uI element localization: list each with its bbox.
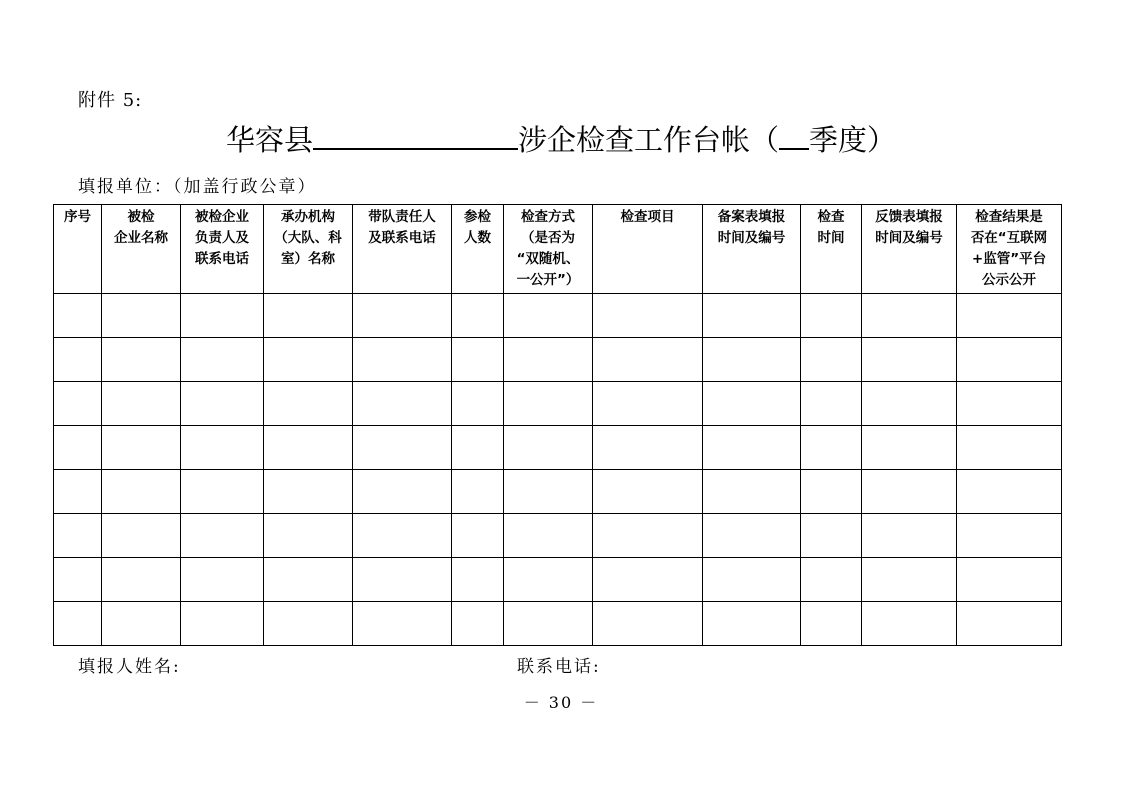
table-cell[interactable] xyxy=(504,426,593,470)
header-cell xyxy=(181,205,264,294)
header-inspection-items: 检查项目 xyxy=(620,209,675,225)
table-cell[interactable] xyxy=(504,338,593,382)
header-cell xyxy=(353,205,452,294)
table-cell[interactable] xyxy=(957,382,1062,426)
table-cell[interactable] xyxy=(181,514,264,558)
title-middle: 涉企检查工作台帐（ xyxy=(517,123,779,157)
table-cell[interactable] xyxy=(504,470,593,514)
table-cell[interactable] xyxy=(181,338,264,382)
table-cell[interactable] xyxy=(264,558,353,602)
table-cell[interactable] xyxy=(801,382,862,426)
table-cell[interactable] xyxy=(264,382,353,426)
table-cell[interactable] xyxy=(862,470,957,514)
table-cell[interactable] xyxy=(703,382,801,426)
title-prefix: 华容县 xyxy=(225,123,313,157)
table-cell[interactable] xyxy=(54,294,102,338)
table-cell[interactable] xyxy=(452,338,504,382)
table-cell[interactable] xyxy=(801,602,862,646)
table-cell[interactable] xyxy=(801,558,862,602)
quarter-blank-line xyxy=(779,120,809,150)
table-cell[interactable] xyxy=(181,558,264,602)
table-cell[interactable] xyxy=(452,426,504,470)
document-title xyxy=(0,118,1122,159)
fill-unit-label: 填报单位：（加盖行政公章） xyxy=(78,177,317,197)
table-cell[interactable] xyxy=(181,382,264,426)
table-cell[interactable] xyxy=(862,558,957,602)
header-serial-number: 序号 xyxy=(64,209,91,225)
table-cell[interactable] xyxy=(703,426,801,470)
table-cell[interactable] xyxy=(593,294,703,338)
header-cell xyxy=(593,205,703,294)
table-cell[interactable] xyxy=(353,338,452,382)
table-cell[interactable] xyxy=(593,602,703,646)
table-cell[interactable] xyxy=(54,338,102,382)
table-cell[interactable] xyxy=(452,294,504,338)
table-cell[interactable] xyxy=(593,426,703,470)
header-team-leader: 带队责任人 及联系电话 xyxy=(368,209,436,246)
table-cell[interactable] xyxy=(957,294,1062,338)
attachment-label: 附件 5: xyxy=(78,90,143,111)
table-cell[interactable] xyxy=(54,426,102,470)
table-cell[interactable] xyxy=(54,382,102,426)
table-row xyxy=(54,514,1062,558)
table-cell[interactable] xyxy=(353,514,452,558)
table-cell[interactable] xyxy=(957,426,1062,470)
header-filing-form: 备案表填报 时间及编号 xyxy=(717,209,786,246)
table-row xyxy=(54,294,1062,338)
table-cell[interactable] xyxy=(957,514,1062,558)
table-cell[interactable] xyxy=(593,514,703,558)
header-cell xyxy=(957,205,1062,294)
table-cell[interactable] xyxy=(264,338,353,382)
header-cell xyxy=(862,205,957,294)
filler-name-label: 填报人姓名: xyxy=(78,657,181,677)
table-row xyxy=(54,558,1062,602)
table-cell[interactable] xyxy=(54,602,102,646)
table-cell[interactable] xyxy=(102,514,181,558)
table-header-row xyxy=(54,205,1062,294)
table-cell[interactable] xyxy=(703,294,801,338)
table-cell[interactable] xyxy=(264,426,353,470)
table-cell[interactable] xyxy=(957,602,1062,646)
table-cell[interactable] xyxy=(801,514,862,558)
table-cell[interactable] xyxy=(452,602,504,646)
table-cell[interactable] xyxy=(862,338,957,382)
header-inspector-count: 参检 人数 xyxy=(464,209,491,246)
table-cell[interactable] xyxy=(957,558,1062,602)
table-cell[interactable] xyxy=(862,382,957,426)
table-cell[interactable] xyxy=(181,294,264,338)
table-cell[interactable] xyxy=(862,514,957,558)
table-cell[interactable] xyxy=(504,294,593,338)
header-cell xyxy=(452,205,504,294)
header-result-publicity: 检查结果是 否在“互联网 +监管”平台 公示公开 xyxy=(970,209,1048,288)
header-enterprise-contact: 被检企业 负责人及 联系电话 xyxy=(195,209,249,267)
table-cell[interactable] xyxy=(957,470,1062,514)
table-cell[interactable] xyxy=(703,470,801,514)
table-cell[interactable] xyxy=(102,338,181,382)
table-cell[interactable] xyxy=(264,602,353,646)
table-cell[interactable] xyxy=(102,602,181,646)
table-cell[interactable] xyxy=(504,514,593,558)
table-cell[interactable] xyxy=(353,470,452,514)
table-cell[interactable] xyxy=(452,470,504,514)
table-cell[interactable] xyxy=(504,382,593,426)
table-row xyxy=(54,338,1062,382)
table-row xyxy=(54,426,1062,470)
header-organizer: 承办机构 （大队、科 室）名称 xyxy=(274,209,342,267)
table-cell[interactable] xyxy=(801,426,862,470)
table-cell[interactable] xyxy=(102,426,181,470)
header-cell xyxy=(703,205,801,294)
table-cell[interactable] xyxy=(181,602,264,646)
table-cell[interactable] xyxy=(504,602,593,646)
table-cell[interactable] xyxy=(353,558,452,602)
table-cell[interactable] xyxy=(862,602,957,646)
header-cell xyxy=(102,205,181,294)
table-cell[interactable] xyxy=(181,470,264,514)
contact-phone-label: 联系电话: xyxy=(517,657,601,677)
table-cell[interactable] xyxy=(801,338,862,382)
table-cell[interactable] xyxy=(353,294,452,338)
table-cell[interactable] xyxy=(452,514,504,558)
header-feedback-form: 反馈表填报 时间及编号 xyxy=(875,209,943,246)
table-cell[interactable] xyxy=(264,470,353,514)
page-number: － 30 － xyxy=(523,693,599,712)
table-cell[interactable] xyxy=(353,426,452,470)
table-cell[interactable] xyxy=(703,558,801,602)
header-cell xyxy=(264,205,353,294)
table-cell[interactable] xyxy=(703,602,801,646)
table-cell[interactable] xyxy=(54,558,102,602)
title-blank-line xyxy=(313,120,518,150)
inspection-ledger-table xyxy=(53,204,1062,646)
table-cell[interactable] xyxy=(593,470,703,514)
table-cell[interactable] xyxy=(593,338,703,382)
title-suffix: 季度） xyxy=(809,123,897,157)
table-cell[interactable] xyxy=(862,426,957,470)
table-cell[interactable] xyxy=(801,294,862,338)
header-inspection-time: 检查 时间 xyxy=(817,209,845,246)
table-cell[interactable] xyxy=(452,558,504,602)
table-cell[interactable] xyxy=(264,514,353,558)
table-cell[interactable] xyxy=(593,382,703,426)
table-cell[interactable] xyxy=(353,602,452,646)
table-cell[interactable] xyxy=(703,514,801,558)
table-cell[interactable] xyxy=(801,470,862,514)
table-cell[interactable] xyxy=(264,294,353,338)
table-cell[interactable] xyxy=(102,558,181,602)
table-cell[interactable] xyxy=(957,338,1062,382)
header-cell xyxy=(504,205,593,294)
table-cell[interactable] xyxy=(102,294,181,338)
header-cell xyxy=(801,205,862,294)
header-enterprise-name: 被检 企业名称 xyxy=(114,209,168,246)
table-cell[interactable] xyxy=(102,382,181,426)
table-cell[interactable] xyxy=(102,470,181,514)
table-cell[interactable] xyxy=(181,426,264,470)
table-cell[interactable] xyxy=(504,558,593,602)
table-row xyxy=(54,470,1062,514)
table-row xyxy=(54,602,1062,646)
table-row xyxy=(54,382,1062,426)
table-cell[interactable] xyxy=(862,294,957,338)
table-cell[interactable] xyxy=(54,470,102,514)
table-cell[interactable] xyxy=(593,558,703,602)
table-cell[interactable] xyxy=(54,514,102,558)
table-cell[interactable] xyxy=(353,382,452,426)
header-cell xyxy=(54,205,102,294)
header-inspection-method: 检查方式 （是否为 “双随机、 一公开”） xyxy=(516,209,580,288)
table-cell[interactable] xyxy=(703,338,801,382)
table-cell[interactable] xyxy=(452,382,504,426)
